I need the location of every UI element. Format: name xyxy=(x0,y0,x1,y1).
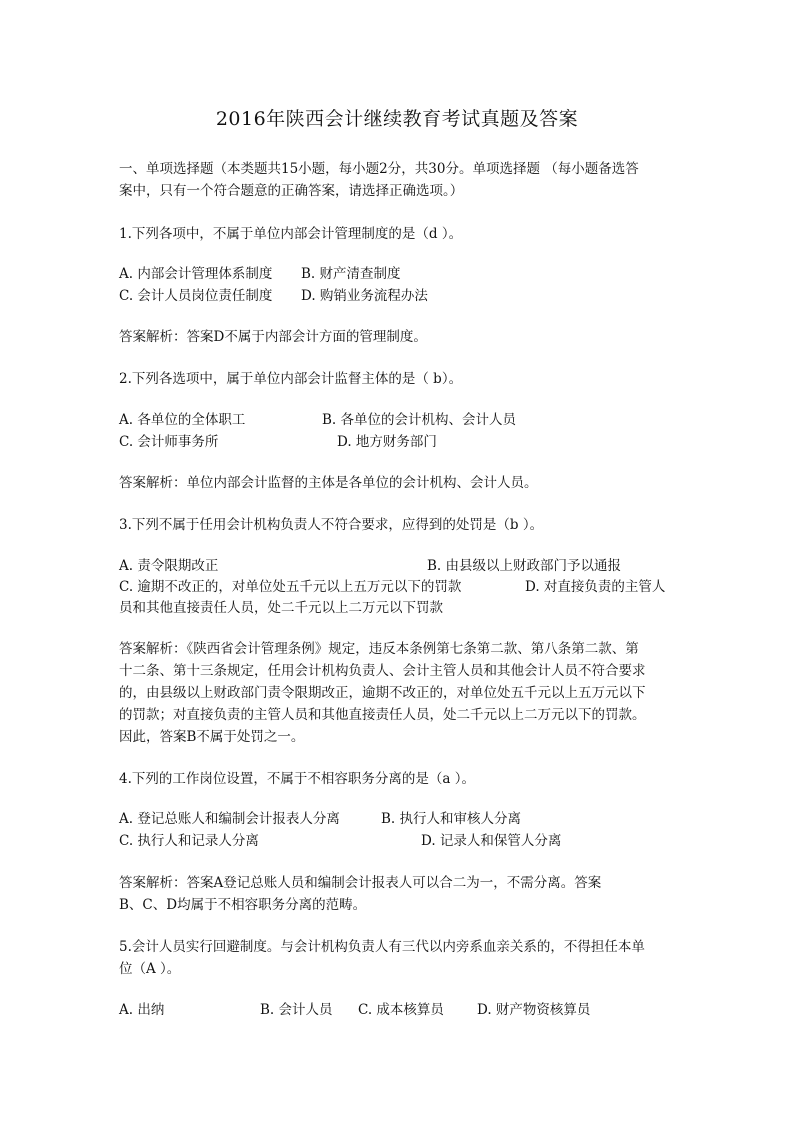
question-3-option-b: B. 由县级以上财政部门予以通报 xyxy=(427,558,622,574)
question-4-analysis-line-2: B、C、D均属于不相容职务分离的范畴。 xyxy=(119,897,367,913)
question-1-analysis: 答案解析：答案D不属于内部会计方面的管理制度。 xyxy=(119,329,427,345)
question-4-option-d: D. 记录人和保管人分离 xyxy=(421,833,562,849)
question-1-stem: 1.下列各项中，不属于单位内部会计管理制度的是（d ）。 xyxy=(119,226,463,242)
question-3-analysis-line-2: 十二条、第十三条规定，任用会计机构负责人、会计主管人员和其他会计人员不符合要求 xyxy=(119,663,646,679)
question-5-stem-line-2: 位（A ）。 xyxy=(119,961,181,977)
question-4-stem: 4.下列的工作岗位设置，不属于不相容职务分离的是（a ）。 xyxy=(119,771,475,787)
question-5-option-a: A. 出纳 xyxy=(119,1002,165,1018)
question-4-option-a: A. 登记总账人和编制会计报表人分离 xyxy=(119,811,340,827)
question-1-option-c: C. 会计人员岗位责任制度 xyxy=(119,288,273,304)
question-3-option-a: A. 责令限期改正 xyxy=(119,558,219,574)
section-heading-line-1: 一、单项选择题（本类题共15小题，每小题2分，共30分。单项选择题 （每小题备选答 xyxy=(119,161,639,177)
question-2-option-b: B. 各单位的会计机构、会计人员 xyxy=(322,412,517,428)
question-2-option-c: C. 会计师事务所 xyxy=(119,434,219,450)
question-4-analysis-line-1: 答案解析：答案A登记总账人员和编制会计报表人可以合二为一，不需分离。答案 xyxy=(119,875,602,891)
section-heading-line-2: 案中，只有一个符合题意的正确答案，请选择正确选项。） xyxy=(119,183,464,199)
question-3-analysis-line-5: 因此，答案B不属于处罚之一。 xyxy=(119,729,305,745)
question-5-stem-line-1: 5.会计人员实行回避制度。与会计机构负责人有三代以内旁系血亲关系的，不得担任本单 xyxy=(119,939,645,955)
question-3-stem: 3.下列不属于任用会计机构负责人不符合要求，应得到的处罚是（b ）。 xyxy=(119,517,544,533)
question-1-option-a: A. 内部会计管理体系制度 xyxy=(119,266,273,282)
question-2-stem: 2.下列各选项中，属于单位内部会计监督主体的是（ b）。 xyxy=(119,371,463,387)
question-3-analysis-line-4: 的罚款；对直接负责的主管人员和其他直接责任人员，处二千元以上二万元以下的罚款。 xyxy=(119,707,646,723)
question-2-option-a: A. 各单位的全体职工 xyxy=(119,412,246,428)
question-1-option-b: B. 财产清查制度 xyxy=(301,266,401,282)
question-1-option-d: D. 购销业务流程办法 xyxy=(301,288,428,304)
question-5-option-c: C. 成本核算员 xyxy=(358,1002,444,1018)
question-4-option-b: B. 执行人和审核人分离 xyxy=(381,811,522,827)
question-5-option-d: D. 财产物资核算员 xyxy=(477,1002,591,1018)
question-3-option-d-continued: 员和其他直接责任人员，处二千元以上二万元以下罚款 xyxy=(119,600,443,616)
page-title: 2016年陕西会计继续教育考试真题及答案 xyxy=(215,108,579,130)
question-3-analysis-line-1: 答案解析：《陕西省会计管理条例》规定，违反本条例第七条第二款、第八条第二款、第 xyxy=(119,641,639,657)
question-3-option-c: C. 逾期不改正的，对单位处五千元以上五万元以下的罚款 xyxy=(119,579,462,595)
question-2-option-d: D. 地方财务部门 xyxy=(337,434,437,450)
question-2-analysis: 答案解析：单位内部会计监督的主体是各单位的会计机构、会计人员。 xyxy=(119,475,538,491)
question-4-option-c: C. 执行人和记录人分离 xyxy=(119,833,259,849)
question-5-option-b: B. 会计人员 xyxy=(260,1002,333,1018)
question-3-analysis-line-3: 的，由县级以上财政部门责令限期改正，逾期不改正的，对单位处五千元以上五万元以下 xyxy=(119,685,646,701)
question-3-option-d: D. 对直接负责的主管人 xyxy=(525,579,666,595)
